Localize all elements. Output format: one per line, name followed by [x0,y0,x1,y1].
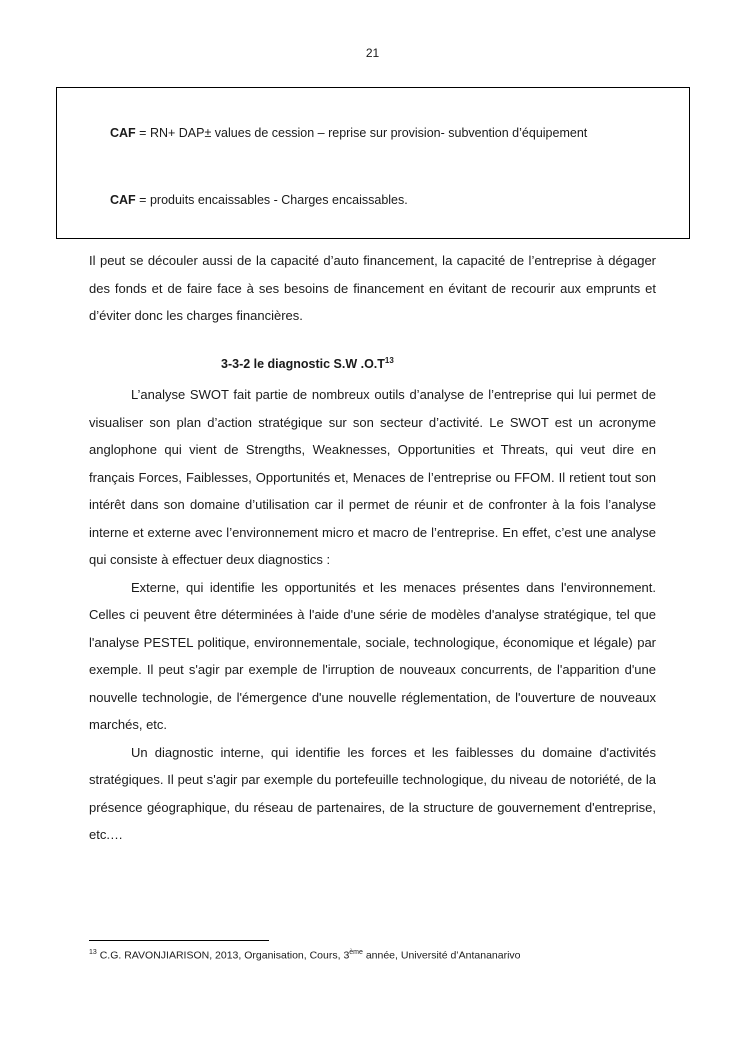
formula-expression: = produits encaissables - Charges encaissables. [135,193,408,207]
footnote-separator [89,940,269,941]
formula-label: CAF [110,193,136,207]
swot-definition-paragraph: L’analyse SWOT fait partie de nombreux outils d’analyse de l’entreprise qui lui permet de visualiser son plan d’action stratégique sur son secteur d’activité. Le SWOT est un acronyme anglophone qui vient de Strengths, Weaknesses, Opportunities et Threats, qui veut dire en français Forces, Faiblesses, Opportunités et, Menaces de l’entreprise ou FFOM. Il retient tout son intérêt dans son domaine d’utilisation car il permet de réunir et de confronter à la fois l’analyse interne et externe avec l’environnement micro et macro de l’entreprise. En effet, c’est une analyse qui consiste à effectuer deux diagnostics : [89,387,656,567]
footnote-number: 13 [89,949,97,956]
caf-formula-1 [110,126,587,140]
footnote [89,949,521,962]
intro-block [89,247,656,330]
internal-diagnostic-paragraph: Un diagnostic interne, qui identifie les forces et les faiblesses du domaine d'activités stratégiques. Il peut s'agir par exemple du portefeuille technologique, du niveau de notoriété, de la présence géographique, du réseau de partenaires, de la structure de gouvernement d'entreprise, etc.… [89,744,656,842]
section-body [89,381,656,849]
footnote-superscript: ème [349,949,363,956]
footnote-text: C.G. RAVONJIARISON, 2013, Organisation, Cours, 3 [96,949,350,962]
formula-expression: = RN+ DAP± values de cession – reprise sur provision- subvention d’équipement [135,126,588,140]
section-heading-text: 3-3-2 le diagnostic S.W .O.T [221,357,385,372]
section-heading [221,356,394,371]
footnote-reference: 13 [384,356,394,365]
page-number: 21 [365,46,380,60]
formula-box [56,87,690,239]
intro-paragraph: Il peut se découler aussi de la capacité d’auto financement, la capacité de l’entreprise à dégager des fonds et de faire face à ses besoins de financement en évitant de recourir aux emprunts et d’éviter donc les charges financières. [89,253,656,323]
formula-label: CAF [110,126,136,140]
caf-formula-2 [110,193,408,207]
external-diagnostic-paragraph: Externe, qui identifie les opportunités et les menaces présentes dans l'environnement. Celles ci peuvent être déterminées à l'aide d'une série de modèles d'analyse stratégique, tel que l'analyse PESTEL politique, environnementale, sociale, technologique, économique et légale) par exemple. Il peut s'agir par exemple de l'irruption de nouveaux concurrents, de l'apparition d'une nouvelle technologie, de l'émergence d'une nouvelle réglementation, de l'ouverture de nouveaux marchés, etc. [89,579,656,732]
footnote-text-end: année, Université d’Antananarivo [362,949,521,962]
